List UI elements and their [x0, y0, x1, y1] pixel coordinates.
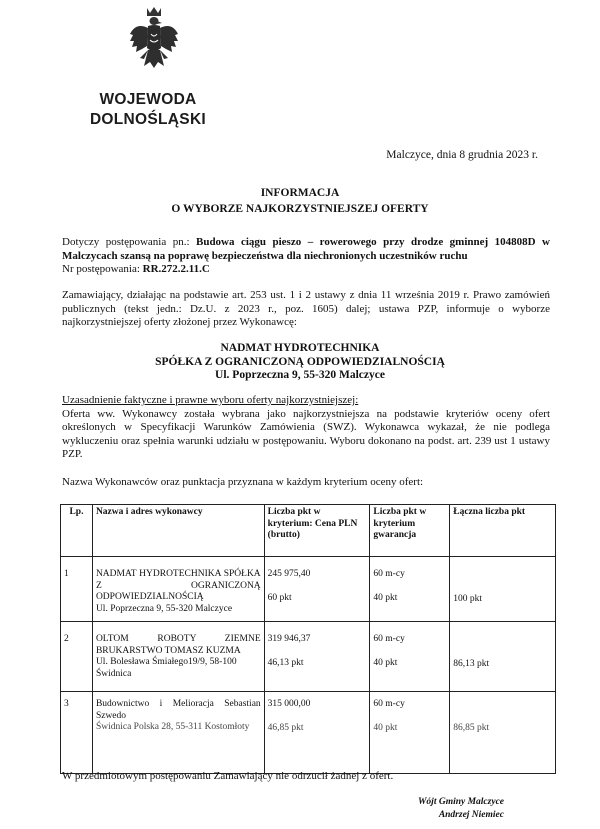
row-contractor: [92, 557, 264, 622]
winner-name-line-1: NADMAT HYDROTECHNIKA: [220, 342, 380, 354]
contractor-name: OLTOM ROBOTY ZIEMNE BRUKARSTWO TOMASZ KUZMA: [95, 634, 261, 656]
price-value: 245 975,40: [267, 569, 311, 579]
total-points: 86,13 pkt: [453, 659, 490, 669]
document-date: Malczyce, dnia 8 grudnia 2023 r.: [386, 149, 538, 161]
row-lp: 1: [61, 557, 93, 622]
row-warranty: [370, 622, 450, 692]
row-contractor: [92, 692, 264, 774]
subject-paragraph: [62, 236, 550, 277]
signature-name: Andrzej Niemiec: [438, 810, 504, 820]
header-name: Nazwa i adres wykonawcy: [92, 505, 264, 557]
price-points: 60 pkt: [267, 592, 292, 603]
subject-number: RR.272.2.11.C: [142, 263, 210, 275]
header-warranty: Liczba pkt w kryterium gwarancja: [370, 505, 450, 557]
row-contractor: [92, 622, 264, 692]
header-lp: Lp.: [61, 505, 93, 557]
org-line-1: WOJEWODA: [99, 91, 197, 108]
row-lp: 2: [61, 622, 93, 692]
winner-block: [0, 342, 600, 383]
subject-number-label: Nr postępowania:: [62, 263, 143, 275]
contractor-address: Świdnica Polska 28, 55-311 Kostomłoty: [95, 722, 250, 732]
row-warranty: [370, 557, 450, 622]
eagle-emblem-icon: [128, 4, 180, 84]
table-intro: Nazwa Wykonawców oraz punktacja przyznana w każdym kryterium oceny ofert:: [62, 476, 424, 488]
warranty-value: 60 m-cy: [373, 569, 405, 579]
warranty-points: 40 pkt: [373, 592, 398, 603]
price-value: 319 946,37: [267, 634, 311, 644]
signature-block: [418, 796, 504, 822]
row-price: [264, 622, 370, 692]
row-total: [450, 692, 556, 774]
results-table: [60, 504, 556, 774]
winner-name-line-2: SPÓŁKA Z OGRANICZONĄ ODPOWIEDZIALNOŚCIĄ: [155, 355, 445, 368]
justification-heading: Uzasadnienie faktyczne i prawne wyboru oferty najkorzystniejszej:: [62, 394, 359, 406]
warranty-points: 40 pkt: [373, 722, 398, 733]
table-header-row: [61, 505, 556, 557]
row-total: [450, 622, 556, 692]
warranty-value: 60 m-cy: [373, 634, 405, 644]
organization-name: [80, 90, 216, 130]
total-points: 86,85 pkt: [453, 723, 490, 733]
row-total: [450, 557, 556, 622]
total-points: 100 pkt: [453, 594, 483, 604]
header-price: Liczba pkt w kryterium: Cena PLN (brutto): [264, 505, 370, 557]
contractor-name: Budownictwo i Melioracja Sebastian Szwedo: [95, 699, 261, 721]
title-line-2: O WYBORZE NAJKORZYSTNIEJSZEJ OFERTY: [171, 203, 429, 215]
header-total: Łączna liczba pkt: [450, 505, 556, 557]
price-points: 46,13 pkt: [267, 657, 304, 668]
warranty-value: 60 m-cy: [373, 699, 405, 709]
row-lp: 3: [61, 692, 93, 774]
title-line-1: INFORMACJA: [260, 187, 340, 199]
justification-block: [62, 394, 550, 462]
table-row: [61, 557, 556, 622]
winner-address: Ul. Poprzeczna 9, 55-320 Malczyce: [215, 369, 385, 381]
table-row: [61, 622, 556, 692]
contractor-address: Ul. Bolesława Śmiałego19/9, 58-100 Świdnica: [95, 657, 237, 679]
row-price: [264, 557, 370, 622]
row-price: [264, 692, 370, 774]
document-title: [0, 185, 600, 217]
subject-name: Budowa ciągu pieszo – rowerowego przy drodze gminnej 104808D w Malczycach szansą na poprawę bezpieczeństwa dla niechronionych uczestników ruchu: [62, 236, 551, 262]
justification-text: Oferta ww. Wykonawcy została wybrana jako najkorzystniejsza na podstawie kryteriów oceny ofert określonych w Specyfikacji Warunków Zamówienia (SWZ). Wykonawca wykazał, że nie podlega wykluczeniu oraz spełnia warunki udziału w postępowaniu. Wyboru dokonano na podst. art. 239 ust 1 ustawy PZP.: [62, 407, 550, 460]
price-value: 315 000,00: [267, 699, 311, 709]
table-row: [61, 692, 556, 774]
subject-prefix: Dotyczy postępowania pn.:: [62, 236, 196, 248]
contractor-name: NADMAT HYDROTECHNIKA SPÓŁKA Z OGRANICZONĄ ODPOWIEDZIALNOŚCIĄ: [95, 569, 261, 602]
price-points: 46,85 pkt: [267, 722, 304, 733]
row-warranty: [370, 692, 450, 774]
org-line-2: DOLNOŚLĄSKI: [89, 111, 207, 128]
warranty-points: 40 pkt: [373, 657, 398, 668]
signature-title: Wójt Gminy Malczyce: [417, 797, 504, 807]
contractor-address: Ul. Poprzeczna 9, 55-320 Malczyce: [95, 603, 233, 614]
closing-statement: W przedmiotowym postępowaniu Zamawiający nie odrzucił żadnej z ofert.: [62, 770, 394, 782]
intro-paragraph: Zamawiający, działając na podstawie art. 253 ust. 1 i 2 ustawy z dnia 11 września 2019 r. Prawo zamówień publicznych (tekst jedn.: Dz.U. z 2023 r., poz. 1605) dalej; ustawa PZP, informuje o wyborze najkorzystniejszej oferty złożonej przez Wykonawcę:: [62, 289, 550, 328]
